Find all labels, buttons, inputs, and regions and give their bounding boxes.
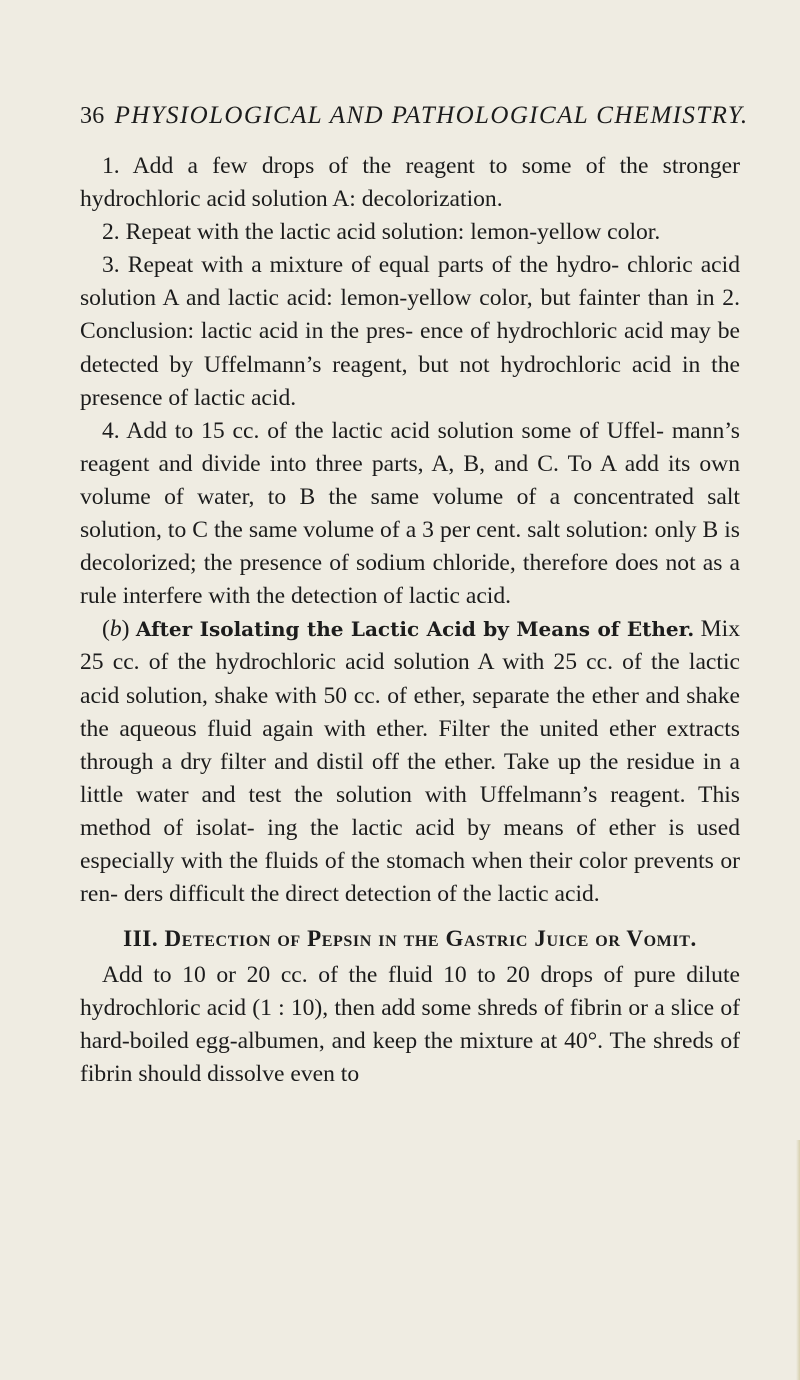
running-head <box>80 96 749 136</box>
page-edge-shadow <box>796 1140 800 1380</box>
section-heading-iii: III. Detection of Pepsin in the Gastric Juice or Vomit. <box>123 926 697 952</box>
body-text <box>80 150 740 1092</box>
paragraph-step-3: 3. Repeat with a mixture of equal parts of the hydro- chloric acid solution A and lactic acid: lemon-yellow color, but fainter than in 2. Conclusion: lactic acid in the pres- ence of hydrochloric acid may be detected by Uffelmann’s reagent, but not hydrochloric acid in the presence of lactic acid. <box>80 252 740 411</box>
book-page <box>80 96 749 1092</box>
paragraph-section-iii: Add to 10 or 20 cc. of the fluid 10 to 20 drops of pure dilute hydrochloric acid (1 : 10), then add some shreds of fibrin or a slice of hard-boiled egg-albumen, and keep the mixture at 40°. The shreds of fibrin should dissolve even to <box>80 962 740 1088</box>
subsection-heading: After Isolating the Lactic Acid by Means of Ether. <box>135 617 695 642</box>
paragraph-step-4: 4. Add to 15 cc. of the lactic acid solution some of Uffel- mann’s reagent and divide into three parts, A, B, and C. To A add its own volume of water, to B the same volume of a concentrated salt solution, to C the same volume of a 3 per cent. salt solution: only B is decolorized; the presence of sodium chloride, therefore does not as a rule interfere with the detection of lactic acid. <box>80 417 740 610</box>
page-number: 36 <box>80 103 105 129</box>
subsection-open-paren: ( <box>102 616 110 643</box>
paragraph-step-1: 1. Add a few drops of the reagent to some of the stronger hydrochloric acid solution A: decolorization. <box>80 153 740 213</box>
subsection-marker <box>102 616 136 642</box>
subsection-text: Mix 25 cc. of the hydrochloric acid solution A with 25 cc. of the lactic acid solution, shake with 50 cc. of ether, separate the ether and shake the aqueous fluid again with ether. Filter the united ether extracts through a dry filter and distil off the ether. Take up the residue in a little water and test the solution with Uffelmann’s reagent. This method of isolat- ing the lactic acid by means of ether is used especially with the fluids of the stomach when their color prevents or ren- ders difficult the direct detection of the lactic acid. <box>80 616 740 908</box>
paragraph-step-2: 2. Repeat with the lactic acid solution: lemon-yellow color. <box>102 219 661 246</box>
subsection-letter: b <box>109 616 122 643</box>
subsection-b <box>80 613 740 911</box>
subsection-close-paren: ) <box>121 616 136 643</box>
running-head-title: PHYSIOLOGICAL AND PATHOLOGICAL CHEMISTRY. <box>114 102 749 129</box>
